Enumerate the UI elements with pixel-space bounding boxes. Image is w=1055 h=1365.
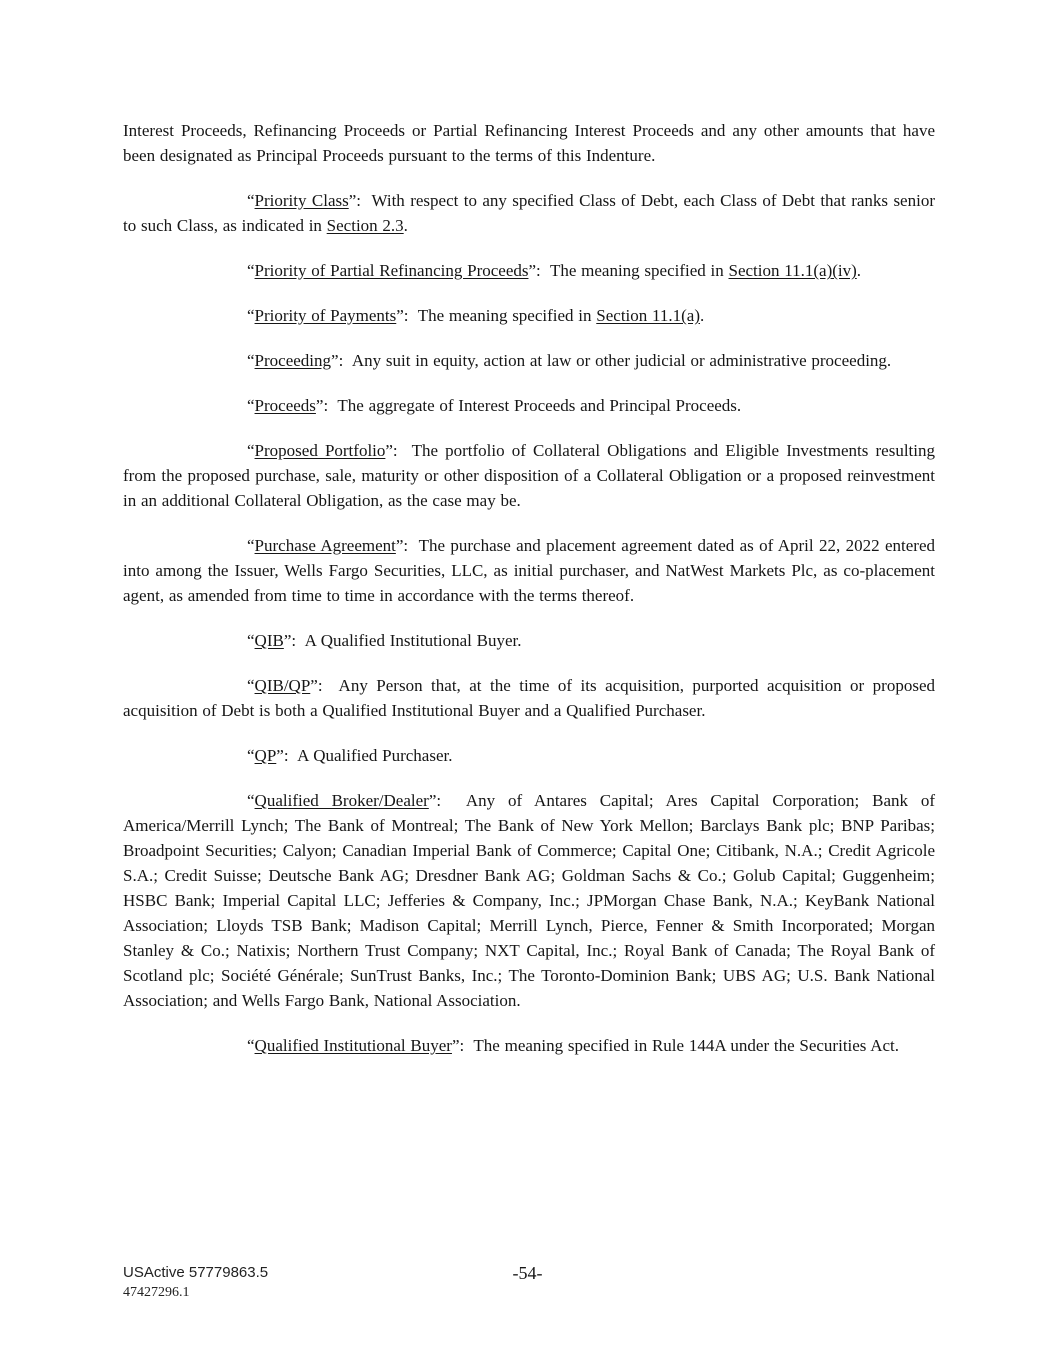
defined-term: QP xyxy=(254,746,277,765)
text-run: ”: The aggregate of Interest Proceeds and Principal Proceeds. xyxy=(315,396,742,415)
text-run: . xyxy=(700,306,705,325)
footer-doc-id-line2: 47427296.1 xyxy=(123,1285,190,1300)
text-run: ”: A Qualified Institutional Buyer. xyxy=(283,631,522,650)
defined-term: Priority of Partial Refinancing Proceeds xyxy=(254,261,529,280)
defined-term: Section 2.3 xyxy=(326,216,404,235)
document-body xyxy=(123,118,935,1078)
defined-term: Proceeds xyxy=(254,396,316,415)
defined-term: QIB/QP xyxy=(254,676,311,695)
defined-term: QIB xyxy=(254,631,284,650)
paragraph-definition-qualified-institutional-buyer xyxy=(123,1033,935,1058)
text-run: “ xyxy=(247,791,255,810)
text-run: “ xyxy=(247,441,255,460)
paragraph-definition-proceeding xyxy=(123,348,935,373)
text-run: Interest Proceeds, Refinancing Proceeds or Partial Refinancing Interest Proceeds and any other amounts that have been designated as Principal Proceeds pursuant to the terms of this Indenture. xyxy=(123,121,935,165)
text-run: “ xyxy=(247,261,255,280)
text-run: “ xyxy=(247,676,255,695)
text-run: ”: The meaning specified in xyxy=(528,261,729,280)
text-run: “ xyxy=(247,351,255,370)
paragraph-principal-proceeds-continuation xyxy=(123,118,935,168)
text-run: ”: A Qualified Purchaser. xyxy=(276,746,453,765)
paragraph-definition-priority-of-payments xyxy=(123,303,935,328)
text-run: ”: With respect to any specified Class of Debt, each Class of Debt that ranks senior to such Class, as indicated in xyxy=(123,191,935,235)
paragraph-definition-proposed-portfolio xyxy=(123,438,935,513)
text-run: “ xyxy=(247,536,255,555)
text-run: ”: The portfolio of Collateral Obligations and Eligible Investments resulting from the proposed purchase, sale, maturity or other disposition of a Collateral Obligation or a proposed reinvestment in an additional Collateral Obligation, as the case may be. xyxy=(123,441,935,510)
paragraph-definition-qp xyxy=(123,743,935,768)
text-run: “ xyxy=(247,306,255,325)
text-run: “ xyxy=(247,631,255,650)
footer-doc-id-line1: USActive 57779863.5 xyxy=(123,1264,269,1281)
text-run: ”: Any Person that, at the time of its acquisition, purported acquisition or proposed acquisition of Debt is both a Qualified Institutional Buyer and a Qualified Purchaser. xyxy=(123,676,935,720)
text-run: . xyxy=(403,216,408,235)
text-run: . xyxy=(856,261,862,280)
paragraph-definition-priority-of-partial-refinancing-proceeds xyxy=(123,258,935,283)
text-run: ”: The meaning specified in xyxy=(396,306,597,325)
paragraph-definition-qib-qp xyxy=(123,673,935,723)
text-run: ”: Any suit in equity, action at law or other judicial or administrative proceeding. xyxy=(331,351,892,370)
paragraph-definition-priority-class xyxy=(123,188,935,238)
paragraph-definition-proceeds xyxy=(123,393,935,418)
defined-term: Section 11.1(a) xyxy=(596,306,701,325)
defined-term: Qualified Broker/Dealer xyxy=(254,791,429,810)
defined-term: Proceeding xyxy=(254,351,332,370)
page-number: -54- xyxy=(512,1263,543,1283)
defined-term: Proposed Portfolio xyxy=(254,441,386,460)
text-run: ”: The meaning specified in Rule 144A under the Securities Act. xyxy=(451,1036,900,1055)
text-run: “ xyxy=(247,746,255,765)
defined-term: Priority of Payments xyxy=(254,306,397,325)
paragraph-definition-qualified-broker-dealer xyxy=(123,788,935,1013)
text-run: “ xyxy=(247,1036,255,1055)
defined-term: Qualified Institutional Buyer xyxy=(254,1036,452,1055)
paragraph-definition-purchase-agreement xyxy=(123,533,935,608)
text-run: “ xyxy=(247,396,255,415)
defined-term: Purchase Agreement xyxy=(254,536,396,555)
text-run: ”: The purchase and placement agreement dated as of April 22, 2022 entered into among the Issuer, Wells Fargo Securities, LLC, as initial purchaser, and NatWest Markets Plc, as co-placement agent, as amended from time to time in accordance with the terms thereof. xyxy=(123,536,936,605)
paragraph-definition-qib xyxy=(123,628,935,653)
defined-term: Section 11.1(a)(iv) xyxy=(728,261,857,280)
text-run: ”: Any of Antares Capital; Ares Capital Corporation; Bank of America/Merrill Lynch; The Bank of Montreal; The Bank of New York Mellon; Barclays Bank plc; BNP Paribas; Broadpoint Securities; Calyon; Canadian Imperial Bank of Commerce; Capital One; Citibank, N.A.; Credit Agricole S.A.; Credit Suisse; Deutsche Bank AG; Dresdner Bank AG; Goldman Sachs & Co.; Golub Capital; Guggenheim; HSBC Bank; Imperial Capital LLC; Jefferies & Company, Inc.; JPMorgan Chase Bank, N.A.; KeyBank National Association; Lloyds TSB Bank; Madison Capital; Merrill Lynch, Pierce, Fenner & Smith Incorporated; Morgan Stanley & Co.; Natixis; Northern Trust Company; NXT Capital, Inc.; Royal Bank of Canada; The Royal Bank of Scotland plc; Société Générale; SunTrust Banks, Inc.; The Toronto-Dominion Bank; UBS AG; U.S. Bank National Association; and Wells Fargo Bank, National Association. xyxy=(123,791,935,1010)
text-run: “ xyxy=(247,191,255,210)
defined-term: Priority Class xyxy=(254,191,349,210)
